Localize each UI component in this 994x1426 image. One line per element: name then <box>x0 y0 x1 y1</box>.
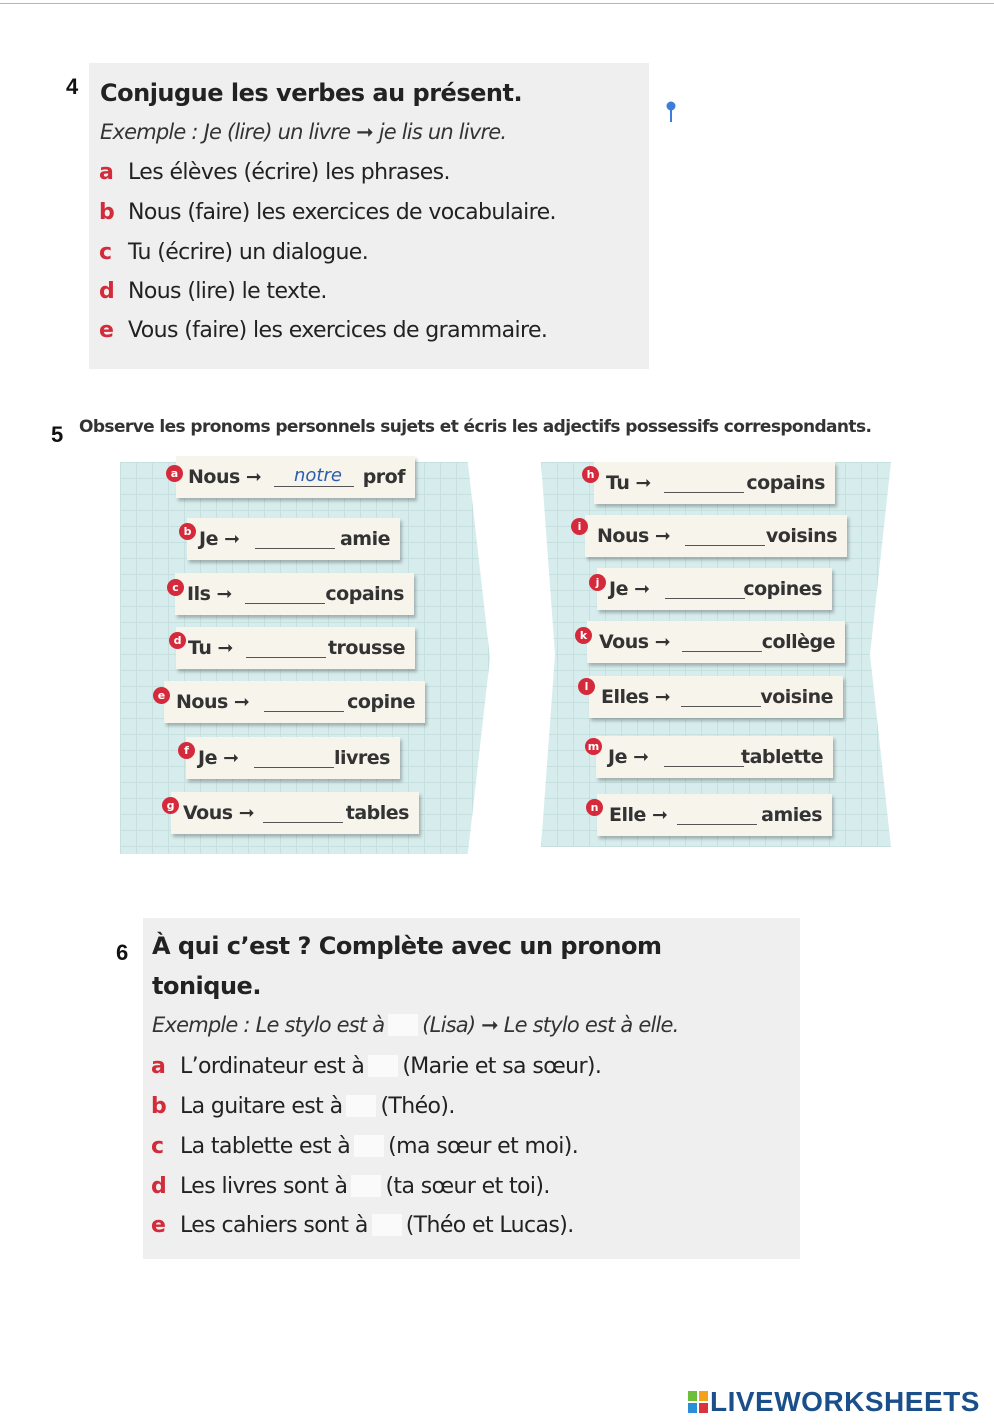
badge-e: e <box>153 687 170 704</box>
exercise-4-number: 4 <box>66 74 79 99</box>
badge-c: c <box>167 579 184 596</box>
exercise-5-instruction: Observe les pronoms personnels sujets et écris les adjectifs possessifs correspondants. <box>79 417 872 437</box>
exercise-4-title: Conjugue les verbes au présent. <box>100 79 523 107</box>
card-a: Nous ➞ notre prof <box>176 456 415 498</box>
badge-k: k <box>575 627 592 644</box>
logo-text: LIVEWORKSHEETS <box>710 1386 980 1417</box>
card-h: Tu ➞ copains <box>594 462 835 504</box>
answer-a: notre <box>294 465 342 486</box>
liveworksheets-logo-icon <box>688 1391 708 1413</box>
card-f: Je ➞ livres <box>186 737 400 779</box>
exercise-6-example: Exemple : Le stylo est à (Lisa) ➞ Le stylo est à elle. <box>152 1013 679 1037</box>
card-e: Nous ➞ copine <box>164 681 425 723</box>
card-d: Tu ➞ trousse <box>176 627 415 669</box>
badge-d: d <box>169 632 186 649</box>
exercise-4-item-a: a Les élèves (écrire) les phrases. <box>99 160 450 185</box>
badge-a: a <box>166 465 183 482</box>
card-b: Je ➞ amie <box>187 518 400 560</box>
exercise-4-item-c: c Tu (écrire) un dialogue. <box>99 240 369 265</box>
exercise-4-box <box>89 63 649 369</box>
card-i: Nous ➞ voisins <box>585 515 847 557</box>
exercise-6-item-c: c La tablette est à (ma sœur et moi). <box>151 1134 579 1159</box>
badge-f: f <box>178 742 195 759</box>
exercise-4-example: Exemple : Je (lire) un livre ➞ je lis un livre. <box>100 120 507 144</box>
badge-b: b <box>179 523 196 540</box>
badge-m: m <box>585 738 602 755</box>
exercise-6-title-line2: tonique. <box>152 972 261 1000</box>
exercise-6-title-line1: À qui c’est ? Complète avec un pronom <box>152 932 662 960</box>
liveworksheets-logo[interactable] <box>688 1386 980 1416</box>
exercise-6-item-a: a L’ordinateur est à (Marie et sa sœur). <box>151 1054 602 1079</box>
exercise-4-item-b: b Nous (faire) les exercices de vocabulaire. <box>99 200 556 225</box>
badge-h: h <box>582 466 599 483</box>
exercise-6-number: 6 <box>116 940 129 965</box>
answer-box-d[interactable] <box>351 1175 381 1197</box>
card-c: Ils ➞ copains <box>175 573 414 615</box>
card-j: Je ➞ copines <box>597 568 832 610</box>
badge-n: n <box>586 799 603 816</box>
answer-box-b[interactable] <box>346 1095 376 1117</box>
card-l: Elles ➞ voisine <box>589 676 843 718</box>
card-g: Vous ➞ tables <box>171 792 419 834</box>
card-n: Elle ➞ amies <box>597 794 832 836</box>
exercise-4-item-e: e Vous (faire) les exercices de grammaire. <box>99 318 548 343</box>
badge-i: i <box>571 518 588 535</box>
exercise-6-item-d: d Les livres sont à (ta sœur et toi). <box>151 1174 550 1199</box>
badge-g: g <box>162 797 179 814</box>
exercise-6-item-e: e Les cahiers sont à (Théo et Lucas). <box>151 1213 574 1238</box>
card-m: Je ➞ tablette <box>596 736 833 778</box>
answer-box-c[interactable] <box>354 1135 384 1157</box>
exercise-6-item-b: b La guitare est à (Théo). <box>151 1094 455 1119</box>
exercise-6-box <box>143 918 800 1259</box>
badge-l: l <box>578 678 595 695</box>
card-k: Vous ➞ collège <box>587 621 845 663</box>
badge-j: j <box>589 574 606 591</box>
exercise-5-number: 5 <box>51 422 64 447</box>
answer-box-e[interactable] <box>372 1214 402 1236</box>
pin-icon[interactable] <box>665 101 677 123</box>
top-divider <box>0 3 994 4</box>
answer-box-a[interactable] <box>368 1055 398 1077</box>
exercise-4-item-d: d Nous (lire) le texte. <box>99 279 327 304</box>
